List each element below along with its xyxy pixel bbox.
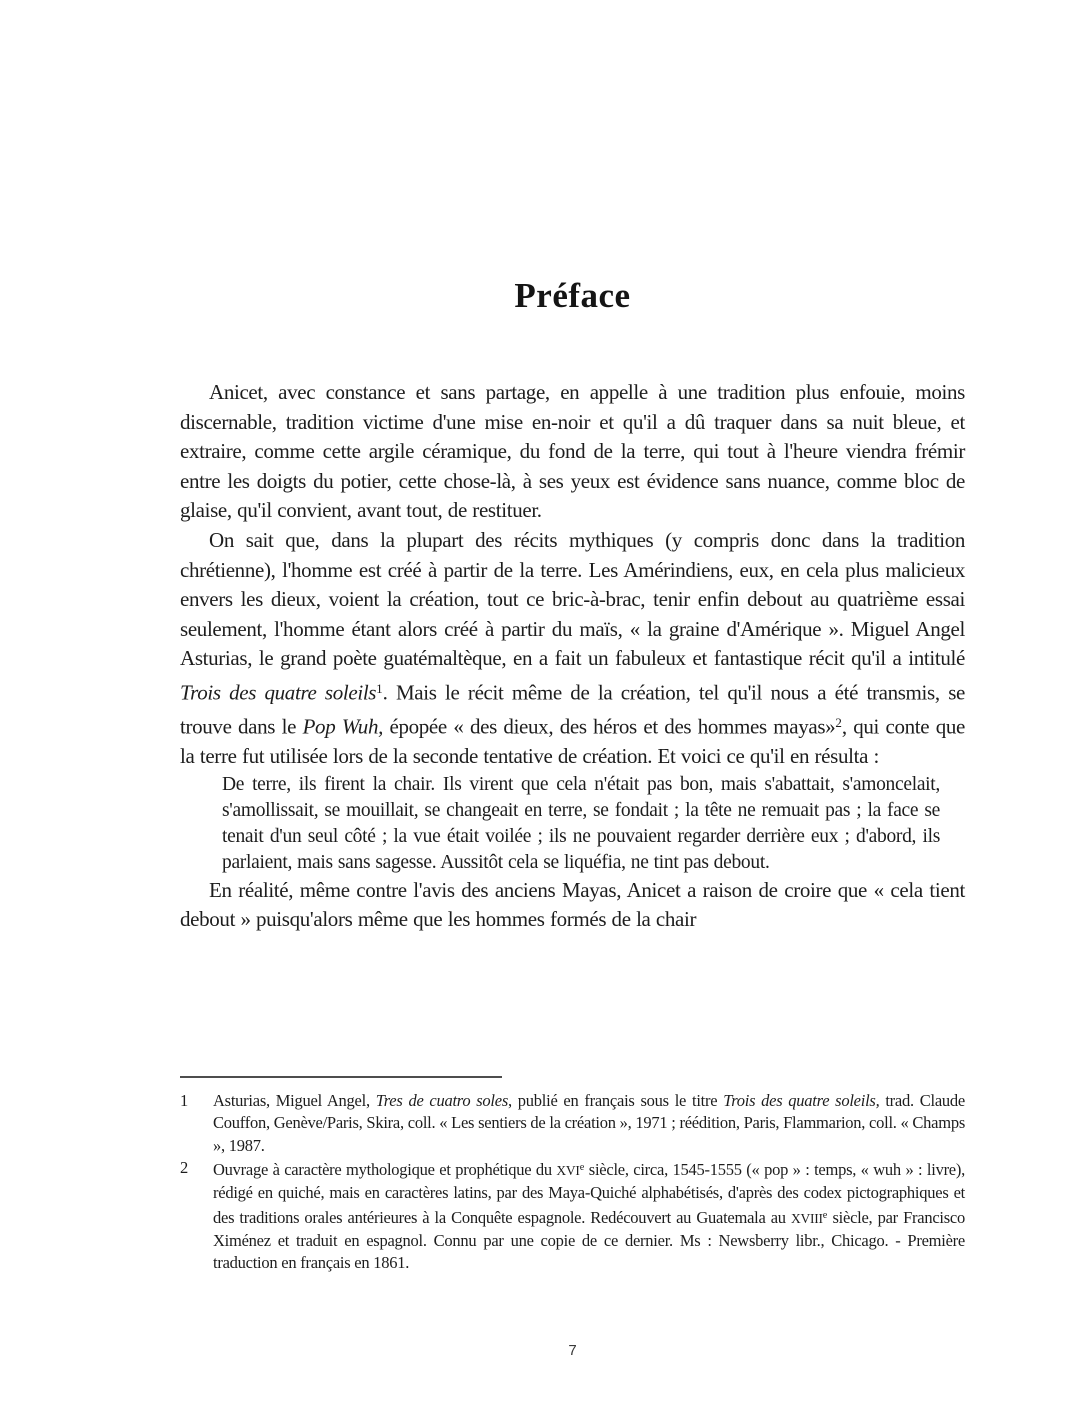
body-text [180, 378, 965, 935]
superscript-marker: e [822, 1209, 828, 1221]
footnotes-section [180, 1076, 965, 1275]
blockquote-creation-myth [222, 772, 940, 876]
italic-text: Trois des quatre soleils, [723, 1091, 880, 1110]
footnote-separator-rule [180, 1076, 502, 1078]
footnote-number: 2 [180, 1157, 188, 1177]
text-run: trad. Claude Couffon, Genève/Paris, Skira, coll. « Les sentiers de la création », 1971 ; réédition, Paris, Flammarion, coll. « Champs », 1987. [213, 1091, 965, 1155]
footnote-1 [180, 1090, 965, 1157]
superscript-marker: 2 [835, 715, 842, 731]
smallcaps-text: XVI [556, 1163, 580, 1178]
footnote-2 [180, 1157, 965, 1275]
italic-text: Trois des quatre soleils [180, 680, 377, 705]
smallcaps-text: XVIII [790, 1210, 823, 1226]
text-run: En réalité, même contre l'avis des anciens Mayas, Anicet a raison de croire que « cela tient debout » puisqu'alors même que les hommes formés de la chair [180, 877, 965, 932]
text-run: , publié en français sous le titre [508, 1091, 724, 1110]
page-title: Préface [514, 276, 631, 315]
superscript-marker: e [579, 1161, 585, 1173]
paragraph-1 [180, 378, 965, 526]
text-run: siècle, circa, 1545-1555 (« pop » : temps, « wuh » : livre), rédigé en quiché, mais en caractères latins, par des Maya-Quiché alphabétisés, d'après des codex pictographiques et des traditions orales antérieures à la Conquête espagnole. Redécouvert au Guatemala au [213, 1160, 966, 1227]
text-run: épopée « des dieux, des héros et des hommes mayas» [383, 714, 836, 739]
page-number: 7 [568, 1342, 577, 1359]
footnote-number: 1 [180, 1091, 188, 1110]
text-run: , qui conte que la terre fut utilisée lors de la seconde tentative de création. Et voici ce qu'il en résulta : [180, 714, 965, 769]
italic-text: Tres de cuatro soles [375, 1091, 509, 1110]
paragraph-2 [180, 526, 965, 772]
italic-text: Pop Wuh, [302, 714, 384, 739]
text-run: On sait que, dans la plupart des récits mythiques (y compris donc dans la tradition chrétienne), l'homme est créé à partir de la terre. Les Amérindiens, eux, en cela plus malicieux envers les dieux, voient la création, tout ce bric-à-brac, tenir enfin debout au quatrième essai seulement, l'homme étant alors créé à partir du maïs, « la graine d'Amérique ». Miguel Angel Asturias, le grand poète guatémaltèque, en a fait un fabuleux et fantastique récit qu'il a intitulé [180, 527, 965, 671]
footnote-text [213, 1157, 965, 1275]
footnote-text [213, 1090, 965, 1157]
superscript-marker: 1 [376, 680, 383, 696]
text-run: Asturias, Miguel Angel, [213, 1091, 376, 1110]
paragraph-3 [180, 876, 965, 935]
text-run: Ouvrage à caractère mythologique et prophétique du [213, 1160, 557, 1179]
text-run: siècle, par Francisco Ximénez et traduit en espagnol. Connu par une copie de ce dernier. Ms : Newsberry libr., Chicago. - Première traduction en français en 1861. [213, 1207, 965, 1273]
text-run: . Mais le récit même de la création, tel qu'il nous a été transmis, se trouve dans le [180, 680, 965, 739]
text-run: Anicet, avec constance et sans partage, en appelle à une tradition plus enfouie, moins discernable, tradition victime d'une mise en-noir et qu'il a dû traquer dans sa nuit bleue, et extraire, comme cette argile céramique, du fond de la terre, qui tout à l'heure viendra frémir entre les doigts du potier, cette chose-là, à ses yeux est évidence sans nuance, comme bloc de glaise, qu'il convient, avant tout, de restituer. [180, 380, 965, 523]
text-run: De terre, ils firent la chair. Ils virent que cela n'était pas bon, mais s'abattait, s'amoncelait, s'amollissait, se mouillait, se changeait en terre, se fondait ; la tête ne remuait pas ; la face se tenait d'un seul côté ; la vue était voilée ; ils ne pouvaient regarder derrière eux ; d'abord, ils parlaient, mais sans sagesse. Aussitôt cela se liquéfia, ne tint pas debout. [222, 773, 940, 873]
